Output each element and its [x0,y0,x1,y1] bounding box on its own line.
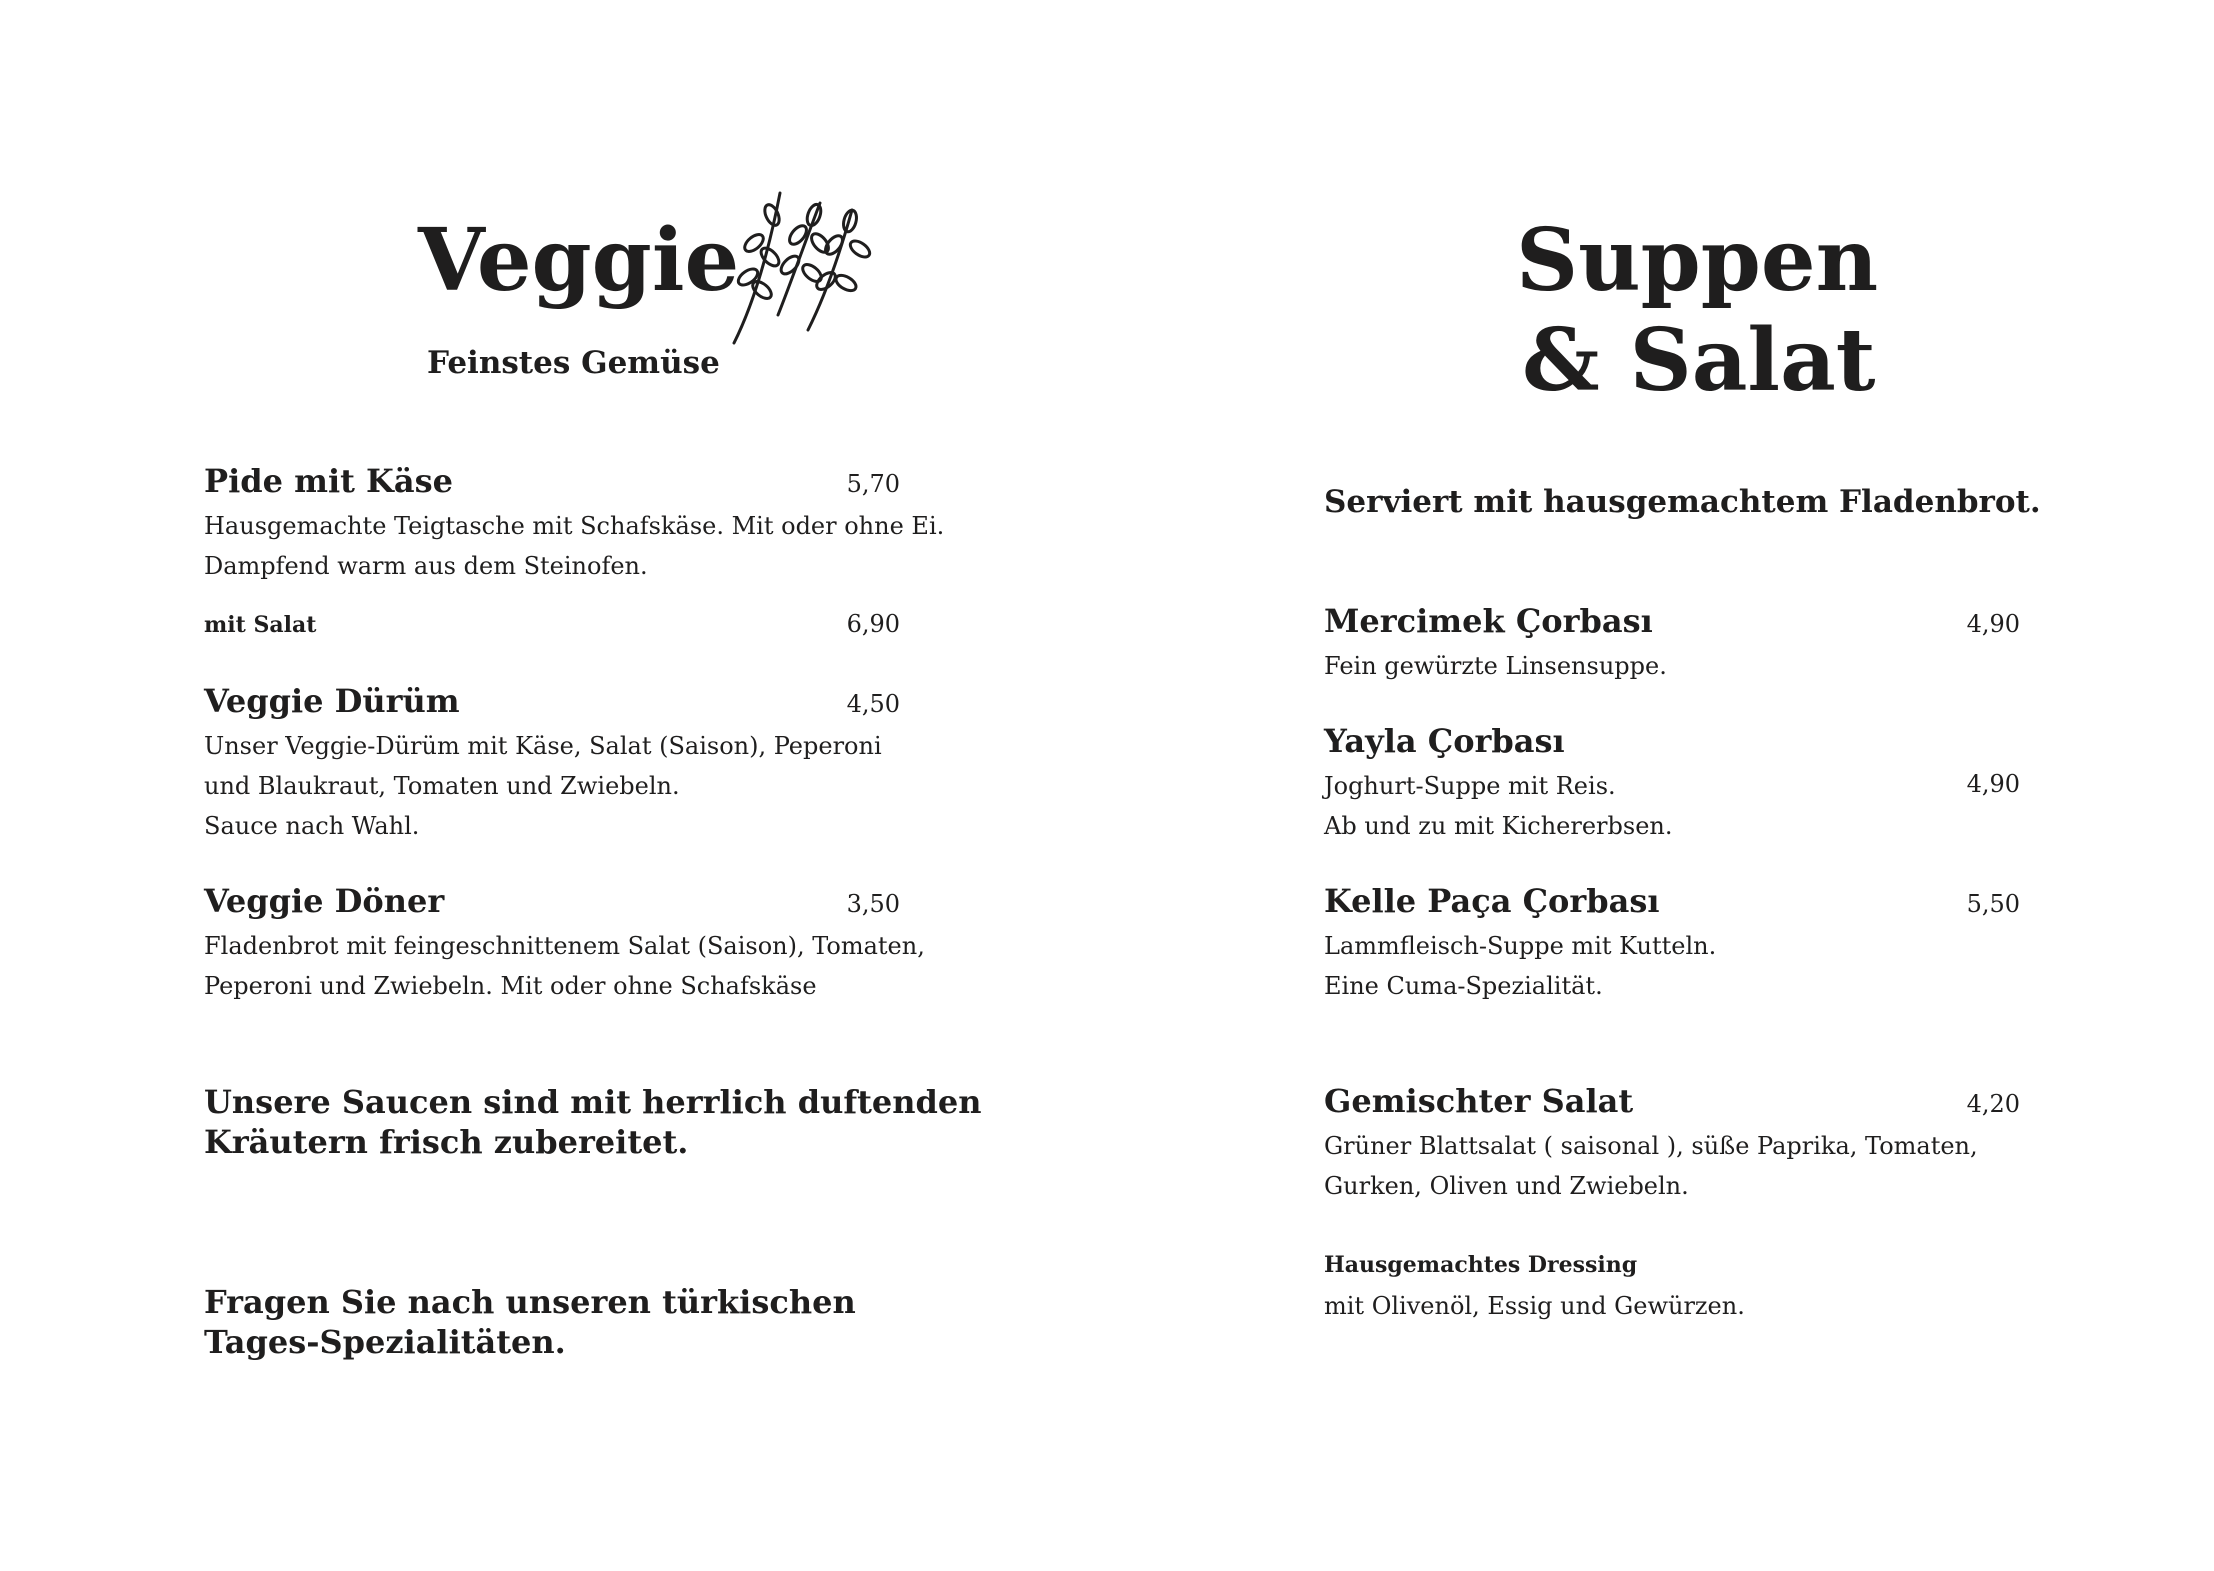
item-price-veggie-doener: 3,50 [846,890,900,918]
item-desc-line: Ab und zu mit Kichererbsen. [1324,812,1673,840]
veggie-title: Veggie [418,210,740,311]
note-line: Kräutern frisch zubereitet. [204,1123,689,1161]
item-price-yayla: 4,90 [1966,770,2020,798]
extra-price-mit-salat: 6,90 [846,610,900,638]
item-name-pide-mit-kaese: Pide mit Käse [204,462,453,500]
suppen-title-line1: Suppen [1516,210,1879,311]
item-price-veggie-duerum: 4,50 [846,690,900,718]
item-price-kelle-paca: 5,50 [1966,890,2020,918]
note-line: Fragen Sie nach unseren türkischen [204,1283,856,1321]
sauces-note [204,1082,982,1162]
specials-note [204,1282,856,1362]
item-price-pide-mit-kaese: 5,70 [846,470,900,498]
item-desc-line: Unser Veggie-Dürüm mit Käse, Salat (Saison), Peperoni [204,732,882,760]
dressing-desc: mit Olivenöl, Essig und Gewürzen. [1324,1292,1745,1320]
note-line: Tages-Spezialitäten. [204,1323,566,1361]
item-name-veggie-doener: Veggie Döner [204,882,445,920]
item-desc-line: Sauce nach Wahl. [204,812,420,840]
item-desc-line: Peperoni und Zwiebeln. Mit oder ohne Schafskäse [204,972,817,1000]
item-desc-line: und Blaukraut, Tomaten und Zwiebeln. [204,772,680,800]
item-desc-line: Fein gewürzte Linsensuppe. [1324,652,1667,680]
herb-sprigs-icon [728,185,878,350]
item-name-veggie-duerum: Veggie Dürüm [204,682,460,720]
item-desc-line: Gurken, Oliven und Zwiebeln. [1324,1172,1689,1200]
item-desc-line: Lammfleisch-Suppe mit Kutteln. [1324,932,1717,960]
suppen-title-line2: & Salat [1522,310,1876,411]
item-name-yayla: Yayla Çorbası [1324,722,1565,760]
item-name-mercimek: Mercimek Çorbası [1324,602,1653,640]
item-price-mercimek: 4,90 [1966,610,2020,638]
item-desc-line: Fladenbrot mit feingeschnittenem Salat (Saison), Tomaten, [204,932,925,960]
item-desc-line: Joghurt-Suppe mit Reis. [1324,772,1616,800]
item-name-kelle-paca: Kelle Paça Çorbası [1324,882,1660,920]
extra-label-mit-salat: mit Salat [204,612,317,638]
note-line: Unsere Saucen sind mit herrlich duftenden [204,1083,982,1121]
item-desc-line: Dampfend warm aus dem Steinofen. [204,552,648,580]
item-desc-line: Hausgemachte Teigtasche mit Schafskäse. Mit oder ohne Ei. [204,512,945,540]
veggie-subtitle: Feinstes Gemüse [427,345,720,381]
item-desc-line: Grüner Blattsalat ( saisonal ), süße Paprika, Tomaten, [1324,1132,1978,1160]
intro-text: Serviert mit hausgemachtem Fladenbrot. [1324,484,2041,520]
item-name-gemischter-salat: Gemischter Salat [1324,1082,1634,1120]
item-price-gemischter-salat: 4,20 [1966,1090,2020,1118]
dressing-title: Hausgemachtes Dressing [1324,1252,1638,1278]
item-desc-line: Eine Cuma-Spezialität. [1324,972,1603,1000]
